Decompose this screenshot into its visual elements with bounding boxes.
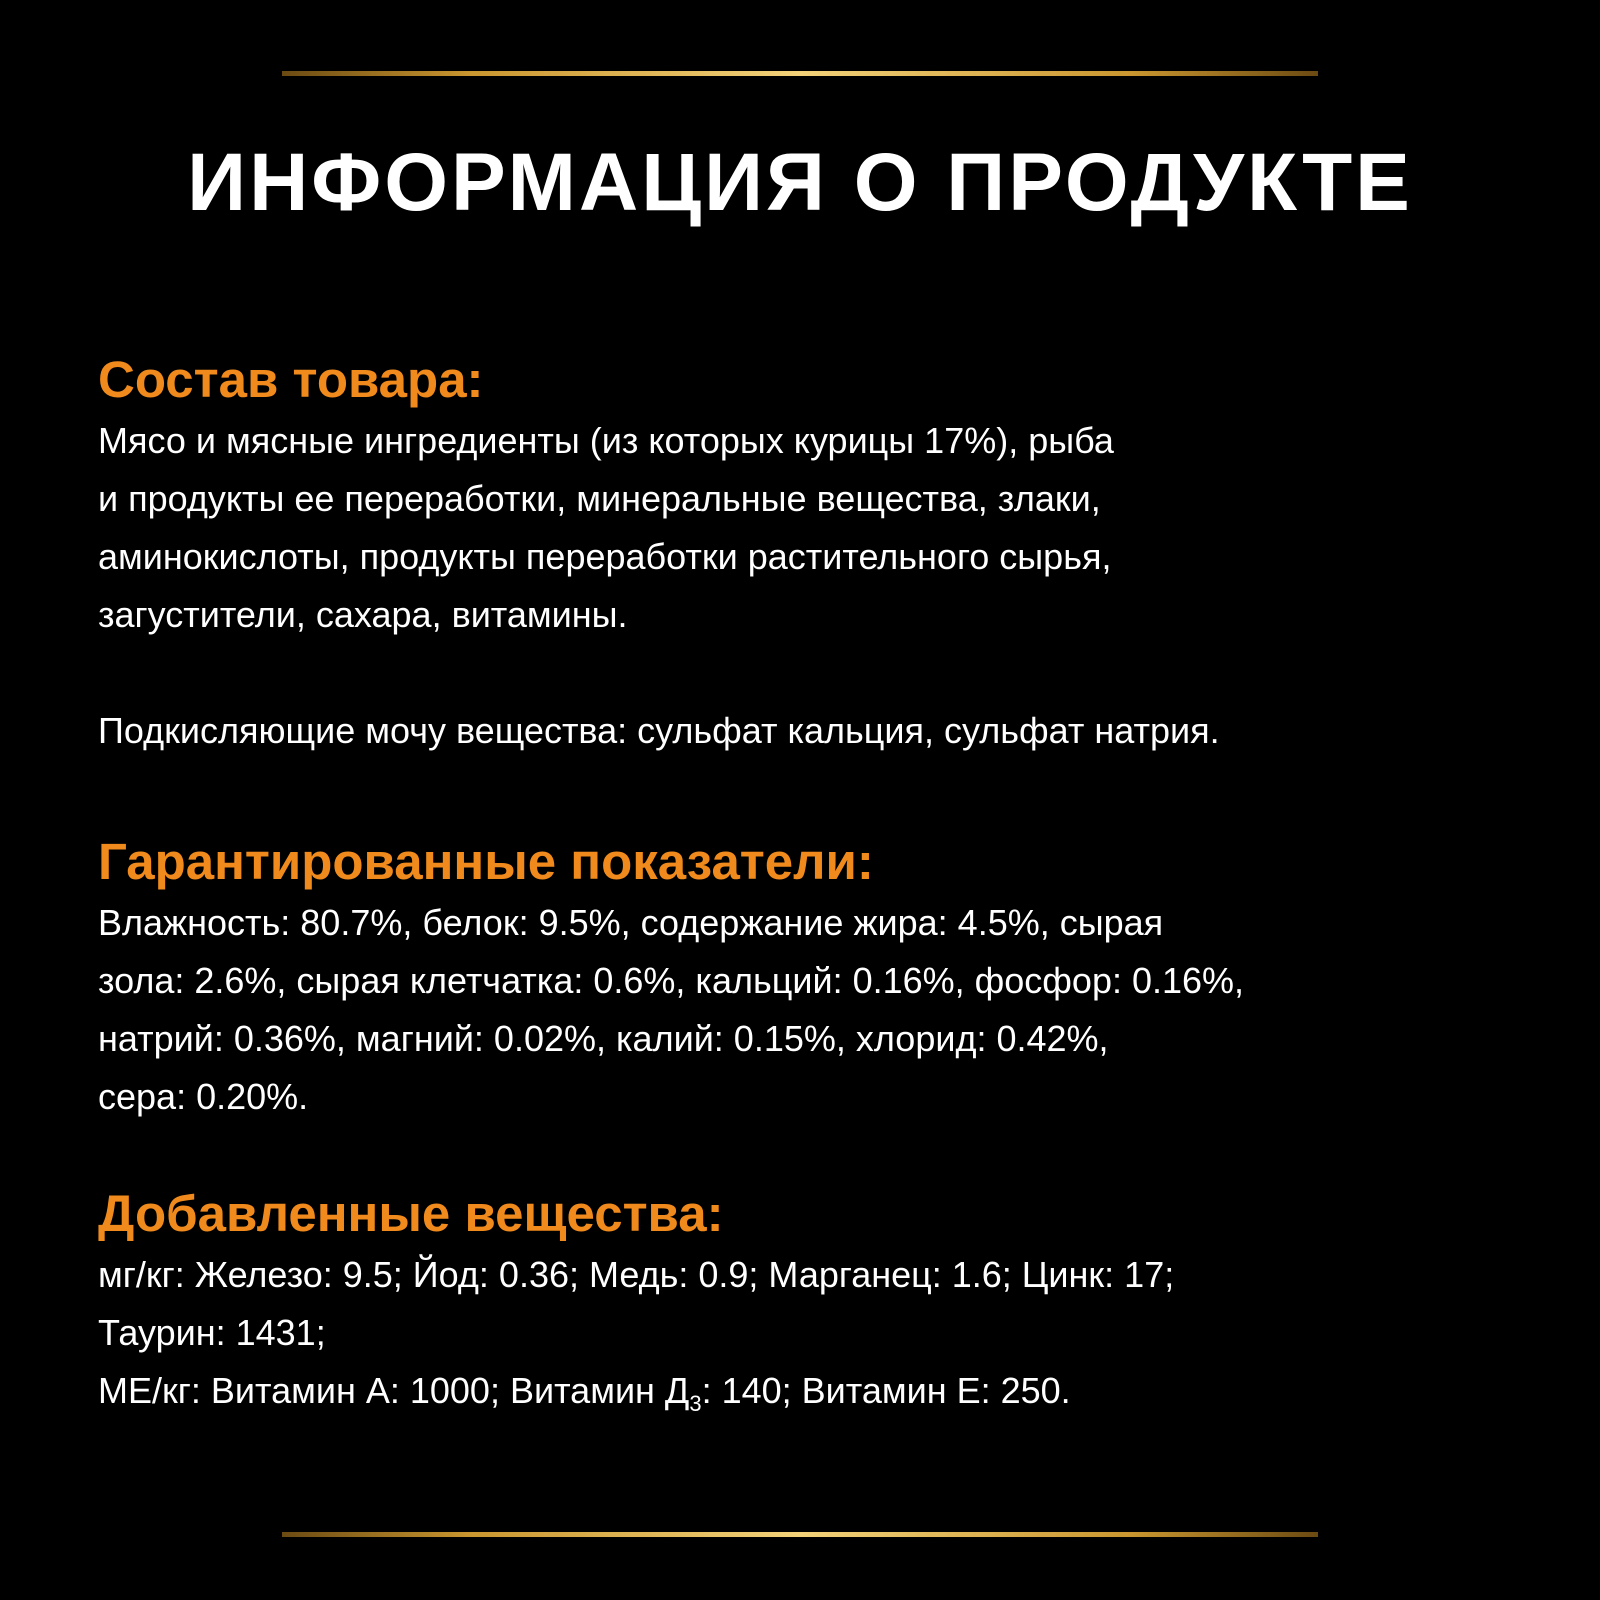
additives-line: мг/кг: Железо: 9.5; Йод: 0.36; Медь: 0.9; Марганец: 1.6; Цинк: 17; (98, 1254, 1175, 1295)
bottom-gold-divider (282, 1532, 1318, 1537)
guaranteed-heading: Гарантированные показатели: (98, 833, 874, 890)
guaranteed-line: сера: 0.20%. (98, 1076, 309, 1117)
composition-line: и продукты ее переработки, минеральные вещества, злаки, (98, 478, 1101, 519)
top-gold-divider (282, 71, 1318, 76)
guaranteed-line: Влажность: 80.7%, белок: 9.5%, содержание жира: 4.5%, сырая (98, 902, 1164, 943)
page-title: ИНФОРМАЦИЯ О ПРОДУКТЕ (187, 137, 1413, 228)
urine-acidifier-note: Подкисляющие мочу вещества: сульфат кальция, сульфат натрия. (98, 710, 1220, 751)
spacer (98, 644, 1518, 702)
composition-line: аминокислоты, продукты переработки растительного сырья, (98, 536, 1112, 577)
composition-heading: Состав товара: (98, 351, 484, 408)
additives-section (98, 1182, 1518, 1420)
guaranteed-line: зола: 2.6%, сырая клетчатка: 0.6%, кальций: 0.16%, фосфор: 0.16%, (98, 960, 1245, 1001)
guaranteed-section (98, 830, 1518, 1126)
guaranteed-line: натрий: 0.36%, магний: 0.02%, калий: 0.15%, хлорид: 0.42%, (98, 1018, 1109, 1059)
vitamins-line (98, 1362, 1518, 1420)
composition-section (98, 348, 1518, 760)
vitamins-prefix: МЕ/кг: Витамин А: 1000; Витамин Д (98, 1370, 690, 1411)
additives-line: Таурин: 1431; (98, 1312, 326, 1353)
composition-line: Мясо и мясные ингредиенты (из которых курицы 17%), рыба (98, 420, 1114, 461)
vitamin-d-subscript: 3 (689, 1391, 702, 1416)
additives-heading: Добавленные вещества: (98, 1185, 724, 1242)
composition-line: загустители, сахара, витамины. (98, 594, 628, 635)
vitamins-suffix: : 140; Витамин Е: 250. (701, 1370, 1071, 1411)
